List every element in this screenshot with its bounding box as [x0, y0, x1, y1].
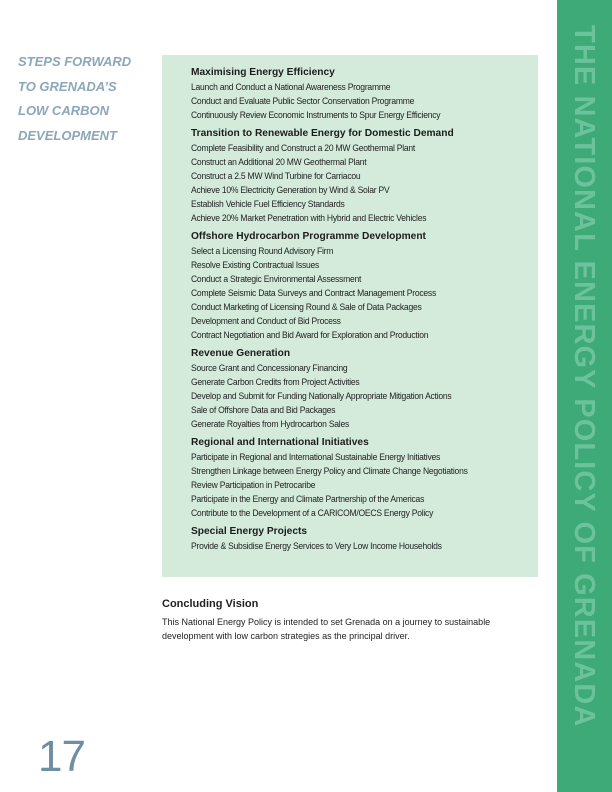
list-item: Construct a 2.5 MW Wind Turbine for Carriacou	[191, 171, 361, 181]
policy-section	[191, 66, 531, 122]
list-item: Source Grant and Concessionary Financing	[191, 363, 348, 373]
list-item: Continuously Review Economic Instruments to Spur Energy Efficiency	[191, 110, 441, 120]
section-heading: Special Energy Projects	[191, 526, 308, 537]
list-item: Complete Feasibility and Construct a 20 MW Geothermal Plant	[191, 143, 416, 153]
list-item: Sale of Offshore Data and Bid Packages	[191, 405, 336, 415]
policy-section	[191, 347, 531, 431]
list-item: Launch and Conduct a National Awareness Programme	[191, 82, 391, 92]
section-heading: Transition to Renewable Energy for Domestic Demand	[191, 128, 454, 139]
list-item: Conduct and Evaluate Public Sector Conservation Programme	[191, 96, 415, 106]
list-item: Select a Licensing Round Advisory Firm	[191, 246, 334, 256]
section-title	[18, 50, 131, 148]
list-item: Achieve 20% Market Penetration with Hybrid and Electric Vehicles	[191, 213, 427, 223]
list-item: Develop and Submit for Funding Nationally Appropriate Mitigation Actions	[191, 391, 452, 401]
list-item: Generate Carbon Credits from Project Activities	[191, 377, 360, 387]
section-heading: Revenue Generation	[191, 348, 291, 359]
section-title-line: LOW CARBON	[18, 103, 109, 118]
concluding-text: This National Energy Policy is intended to set Grenada on a journey to sustainable development with low carbon strategies as the principal driver.	[162, 617, 491, 641]
list-item: Generate Royalties from Hydrocarbon Sales	[191, 419, 350, 429]
list-item: Participate in the Energy and Climate Partnership of the Americas	[191, 494, 425, 504]
policy-section	[191, 127, 531, 225]
list-item: Review Participation in Petrocaribe	[191, 480, 316, 490]
section-title-line: STEPS FORWARD	[18, 54, 132, 69]
list-item: Development and Conduct of Bid Process	[191, 316, 341, 326]
policy-section	[191, 230, 531, 342]
section-heading: Offshore Hydrocarbon Programme Development	[191, 231, 426, 242]
list-item: Participate in Regional and International Sustainable Energy Initiatives	[191, 452, 441, 462]
list-item: Strengthen Linkage between Energy Policy and Climate Change Negotiations	[191, 466, 468, 476]
list-item: Contribute to the Development of a CARICOM/OECS Energy Policy	[191, 508, 434, 518]
list-item: Contract Negotiation and Bid Award for Exploration and Production	[191, 330, 429, 340]
list-item: Achieve 10% Electricity Generation by Wind & Solar PV	[191, 185, 390, 195]
section-title-line: DEVELOPMENT	[18, 127, 117, 143]
concluding-heading: Concluding Vision	[162, 598, 259, 610]
section-heading: Maximising Energy Efficiency	[191, 67, 335, 78]
vertical-title: THE NATIONAL ENERGY POLICY OF GRENADA	[568, 25, 600, 728]
list-item: Conduct a Strategic Environmental Assessment	[191, 274, 362, 284]
policy-section	[191, 525, 531, 553]
list-item: Conduct Marketing of Licensing Round & Sale of Data Packages	[191, 302, 422, 312]
page-number: 17	[38, 732, 85, 781]
section-heading: Regional and International Initiatives	[191, 437, 369, 448]
section-title-line: TO GRENADA’S	[18, 78, 117, 94]
policy-section	[191, 436, 531, 520]
list-item: Resolve Existing Contractual Issues	[191, 260, 320, 270]
list-item: Establish Vehicle Fuel Efficiency Standards	[191, 199, 345, 209]
steps-list	[191, 66, 531, 558]
list-item: Construct an Additional 20 MW Geothermal Plant	[191, 157, 367, 167]
list-item: Complete Seismic Data Surveys and Contract Management Process	[191, 288, 436, 298]
concluding-vision	[162, 598, 532, 643]
list-item: Provide & Subsidise Energy Services to Very Low Income Households	[191, 541, 442, 551]
